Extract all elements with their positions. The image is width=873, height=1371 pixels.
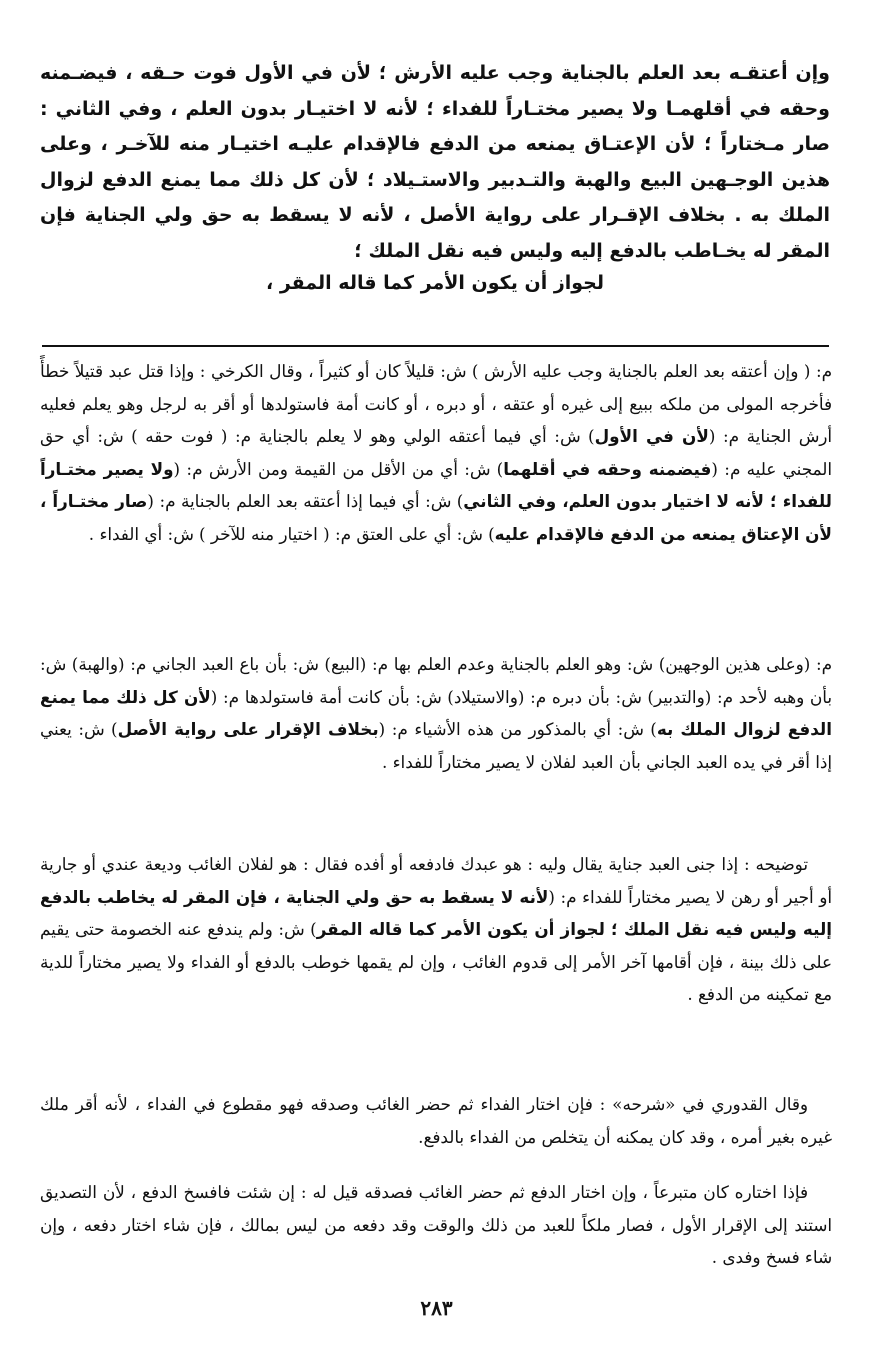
matn-last-line: لجواز أن يكون الأمر كما قاله المقر ، <box>265 272 605 294</box>
commentary-text: م: (وعلى هذين الوجهين) ش: وهو العلم بالجناية وعدم العلم بها م: (البيع) ش: بأن باع العبد الجاني م: (والهبة) ش: بأن وهبه لأحد م: (والتدبير) ش: بأن دبره م: (والاستيلاد) ش: بأن كانت أمة فاستولدها م: ( <box>40 654 832 707</box>
commentary-text: ) ش: يعني إذا أقر في يده العبد الجاني بأن العبد لفلان لا يصير مختاراً للفداء . <box>40 719 832 772</box>
commentary-quote: بخلاف الإقرار على رواية الأصل <box>117 719 379 740</box>
commentary-text: ) ش: أي على العتق م: ( اختيار منه للآخر ) ش: أي الفداء . <box>88 523 495 544</box>
commentary-quote: صار مختـاراً ، لأن الإعتاق يمنعه من الدفع فالإقدام عليه <box>40 491 832 544</box>
commentary-text: ) ش: أي بالمذكور من هذه الأشياء م: ( <box>378 719 657 740</box>
commentary-quote: لأنه لا يسقط به حق ولي الجناية ، فإن المقر له يخاطب بالدفع إليه وليس فيه نقل الملك ؛ لجواز أن يكون الأمر كما قاله المقر <box>40 886 832 940</box>
separator-rule <box>42 345 829 347</box>
page-number: ٢٨٣ <box>420 1296 453 1320</box>
commentary-text: ) ش: أي فيما أعتقه الولي وهو لا يعلم بالجناية م: ( فوت حقه ) ش: أي حق المجني عليه م: ( <box>40 426 833 479</box>
commentary-paragraph-1 <box>40 355 832 551</box>
commentary-paragraph-5: فإذا اختاره كان متبرعاً ، وإن اختار الدفع ثم حضر الغائب فصدقه قيل له : إن شئت فافسخ الدفع ، لأن التصديق استند إلى الإقرار الأول ، فصار ملكاً للعبد من ذلك والوقت وقد دفعه من ليس بمالك ، فإن شاء اختار دفعه ، وإن شاء فسخ وفدى . <box>40 1182 832 1268</box>
commentary-paragraph-2 <box>40 648 832 778</box>
commentary-quote: ولا يصير مختـاراً للفداء ؛ لأنه لا اختيار بدون العلم، وفي الثاني <box>40 458 832 512</box>
commentary-text: توضيحه : إذا جنى العبد جناية يقال وليه : هو عبدك فادفعه أو أفده فقال : هو لفلان الغائب وديعة عندي أو جارية أو أجير أو رهن لا يصير مختاراً للفداء م: ( <box>40 854 832 907</box>
commentary-quote: لأن في الأول <box>594 426 709 447</box>
matn-text: وإن أعتقـه بعد العلم بالجناية وجب عليه الأرش ؛ لأن في الأول فوت حـقه ، فيضـمنه وحقه في أقلهمـا ولا يصير مختـاراً للفداء ؛ لأنه لا اختيـار بدون العلم ، وفي الثاني : صار مـختاراً ؛ لأن الإعتـاق يمنعه من الدفع فالإقدام عليـه اختيـار منه للآخـر ، وعلى هذين الوجـهين البيع والهبة والتـدبير والاستـيلاد ؛ لأن كل ذلك مما يمنع الدفع لزوال الملك به . بخلاف الإقـرار على رواية الأصل ، لأنه لا يسقط به حق ولي الجناية فإن المقر له يخـاطب بالدفع إليه وليس فيه نقل الملك ؛ <box>40 62 830 262</box>
commentary-paragraph-4: وقال القدوري في «شرحه» : فإن اختار الفداء ثم حضر الغائب وصدقه فهو مقطوع في الفداء ، لأنه أقر ملك غيره بغير أمره ، وقد كان يمكنه أن يتخلص من الفداء بالدفع. <box>40 1094 832 1147</box>
commentary-text: ) ش: ولم يندفع عنه الخصومة حتى يقيم على ذلك بينة ، فإن أقامها آخر الأمر إلى قدوم الغائب ، وإن لم يقمها خوطب بالدفع أو الفداء ولا يصير مختاراً للدية مع تمكينه من الدفع . <box>40 919 832 1005</box>
commentary-text: ) ش: أي فيما إذا أعتقه بعد العلم بالجناية م: ( <box>147 491 464 512</box>
commentary-text: ) ش: أي من الأقل من القيمة ومن الأرش م: ( <box>173 458 504 479</box>
commentary-quote: فيضمنه وحقه في أقلهما <box>503 458 712 479</box>
commentary-quote: لأن كل ذلك مما يمنع الدفع لزوال الملك به <box>40 686 832 740</box>
commentary-paragraph-3 <box>40 848 832 1011</box>
commentary-text: م: ( وإن أعتقه بعد العلم بالجناية وجب عليه الأرش ) ش: قليلاً كان أو كثيراً ، وقال الكرخي : وإذا قتل عبد قتيلاً خطأً فأخرجه المولى من ملكه ببيع إلى غيره أو عتقه ، أو دبره ، أو كانت أمة فاستولدها أو أقر به لرجل وهو يعلم فعليه أرش الجناية م: ( <box>40 361 832 447</box>
